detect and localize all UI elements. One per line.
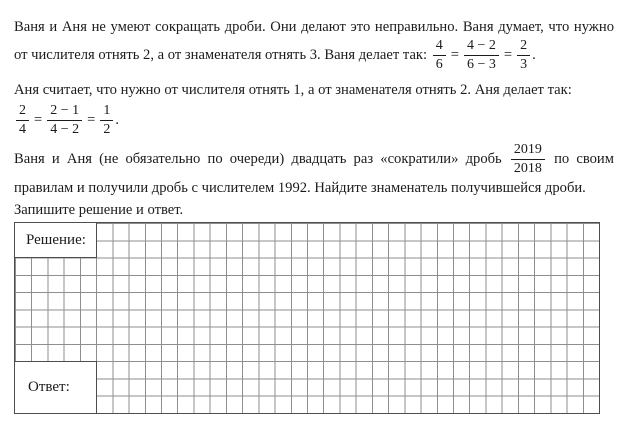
- fraction-2minus1-4minus2: [47, 103, 82, 138]
- solution-box: [15, 223, 97, 258]
- fraction-2-4: [16, 103, 29, 138]
- paragraph-4-text: Запишите решение и ответ.: [14, 202, 184, 218]
- solution-label: Решение:: [26, 231, 86, 248]
- equals-sign: =: [34, 111, 43, 128]
- answer-label: Ответ:: [28, 379, 70, 395]
- fraction-numerator: 2: [16, 103, 29, 121]
- paragraph-3-text-after: по своим правилам и получили дробь с числителем 1992. Найдите знаменатель получившейся дроби.: [14, 150, 614, 196]
- fraction-numerator: 2 − 1: [47, 103, 82, 121]
- fraction-1-2: [100, 103, 113, 138]
- equation-period: .: [115, 111, 120, 128]
- fraction-numerator: 2: [517, 38, 530, 56]
- paragraph-1-text: Ваня и Аня не умеют сокращать дроби. Они делают это неправильно. Ваня думает, что нужно от числителя отнять 2, а от знаменателя отнять 3. Ваня делает так:: [14, 19, 614, 63]
- fraction-denominator: 4: [19, 122, 26, 137]
- equals-sign: =: [87, 111, 96, 128]
- fraction-denominator: 6 − 3: [466, 57, 496, 72]
- fraction-2019-2018: [511, 142, 545, 177]
- equation-vanya: [431, 38, 536, 72]
- fraction-numerator: 2019: [511, 142, 545, 160]
- fraction-denominator: 3: [520, 57, 528, 72]
- answer-box: [15, 361, 97, 413]
- equals-sign: =: [503, 46, 513, 63]
- problem-paragraph-1: [14, 16, 614, 73]
- equation-anya: [14, 103, 614, 138]
- equation-period: .: [532, 46, 536, 63]
- fraction-numerator: 1: [100, 103, 113, 121]
- fraction-denominator: 2: [103, 122, 111, 137]
- problem-paragraph-3: [14, 142, 614, 199]
- fraction-denominator: 2018: [513, 161, 542, 176]
- problem-paragraph-2: [14, 79, 614, 101]
- fraction-4-6: [433, 38, 446, 73]
- fraction-2-3: [517, 38, 530, 73]
- fraction-numerator: 4: [433, 38, 446, 56]
- paragraph-2-text: Аня считает, что нужно от числителя отнять 1, а от знаменателя отнять 2. Аня делает так:: [14, 82, 572, 98]
- fraction-numerator: 4 − 2: [464, 38, 499, 56]
- answer-sheet-grid: [14, 222, 600, 414]
- equals-sign: =: [450, 46, 459, 63]
- fraction-denominator: 6: [435, 57, 443, 72]
- problem-paragraph-4: [14, 199, 614, 221]
- paragraph-3-text-before: Ваня и Аня (не обязательно по очереди) двадцать раз «сократили» дробь: [14, 150, 502, 167]
- fraction-denominator: 4 − 2: [50, 122, 80, 137]
- fraction-4minus2-6minus3: [464, 38, 499, 73]
